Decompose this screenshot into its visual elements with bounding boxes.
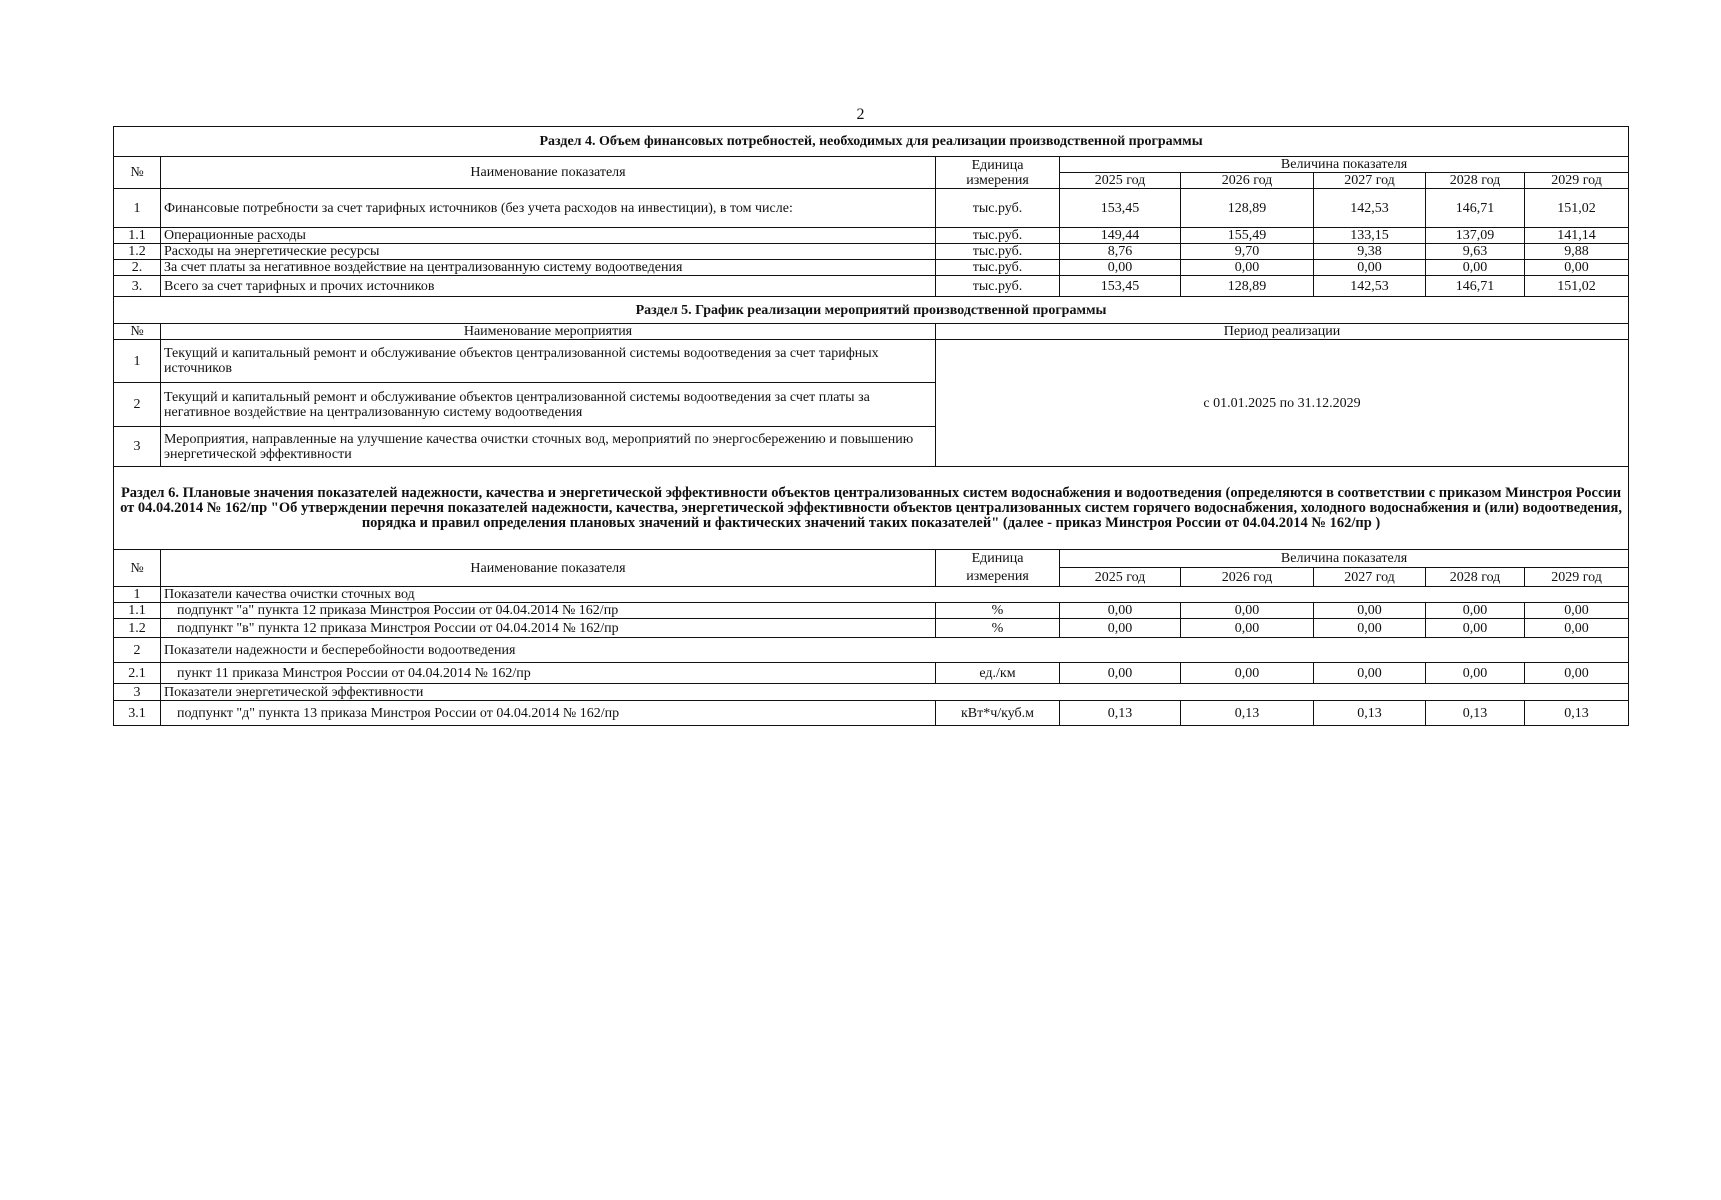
row-value: 151,02 xyxy=(1525,276,1629,297)
row-value: 141,14 xyxy=(1525,228,1629,244)
s6-year-2025: 2025 год xyxy=(1060,568,1181,587)
s4-header-name: Наименование показателя xyxy=(161,157,936,189)
row-name: Операционные расходы xyxy=(161,228,936,244)
row-value: 0,00 xyxy=(1181,260,1314,276)
row-value: 153,45 xyxy=(1060,276,1181,297)
row-value: 0,00 xyxy=(1181,663,1314,684)
row-unit: тыс.руб. xyxy=(936,276,1060,297)
row-value: 128,89 xyxy=(1181,276,1314,297)
s6-header-value: Величина показателя xyxy=(1060,550,1629,568)
row-unit: % xyxy=(936,619,1060,638)
section5-title: Раздел 5. График реализации мероприятий производственной программы xyxy=(114,297,1629,324)
row-value: 133,15 xyxy=(1314,228,1426,244)
row-value: 9,38 xyxy=(1314,244,1426,260)
row-value: 0,00 xyxy=(1314,619,1426,638)
row-value: 146,71 xyxy=(1426,189,1525,228)
table-row xyxy=(114,587,1629,603)
row-name: Текущий и капитальный ремонт и обслуживание объектов централизованной системы водоотведения за счет платы за негативное воздействие на централизованную систему водоотведения xyxy=(161,383,936,427)
s5-header-num: № xyxy=(114,324,161,340)
s6-year-2027: 2027 год xyxy=(1314,568,1426,587)
row-num: 3.1 xyxy=(114,701,161,726)
table-row xyxy=(114,684,1629,701)
row-num: 3 xyxy=(114,427,161,467)
row-value: 0,00 xyxy=(1060,260,1181,276)
section4-title: Раздел 4. Объем финансовых потребностей, необходимых для реализации производственной программы xyxy=(114,127,1629,157)
s4-year-2026: 2026 год xyxy=(1181,173,1314,189)
row-value: 142,53 xyxy=(1314,189,1426,228)
s6-header-name: Наименование показателя xyxy=(161,550,936,587)
row-unit: тыс.руб. xyxy=(936,228,1060,244)
row-name: подпункт "в" пункта 12 приказа Минстроя России от 04.04.2014 № 162/пр xyxy=(161,619,936,638)
table-row xyxy=(114,340,1629,383)
group-num: 3 xyxy=(114,684,161,701)
row-value: 0,00 xyxy=(1525,619,1629,638)
table-row xyxy=(114,244,1629,260)
table-row xyxy=(114,276,1629,297)
s4-header-unit: Единица измерения xyxy=(936,157,1060,189)
row-num: 1.2 xyxy=(114,619,161,638)
row-num: 1 xyxy=(114,340,161,383)
s4-year-2029: 2029 год xyxy=(1525,173,1629,189)
table-row xyxy=(114,189,1629,228)
group-name: Показатели надежности и бесперебойности водоотведения xyxy=(161,638,1629,663)
s4-header-num: № xyxy=(114,157,161,189)
row-num: 2. xyxy=(114,260,161,276)
s4-year-2027: 2027 год xyxy=(1314,173,1426,189)
row-unit: тыс.руб. xyxy=(936,260,1060,276)
row-num: 2.1 xyxy=(114,663,161,684)
row-value: 0,00 xyxy=(1525,663,1629,684)
row-num: 1.1 xyxy=(114,603,161,619)
row-value: 155,49 xyxy=(1181,228,1314,244)
row-value: 0,00 xyxy=(1314,260,1426,276)
row-value: 0,00 xyxy=(1426,619,1525,638)
row-value: 0,00 xyxy=(1181,619,1314,638)
row-unit: ед./км xyxy=(936,663,1060,684)
row-value: 9,63 xyxy=(1426,244,1525,260)
row-value: 0,00 xyxy=(1525,603,1629,619)
row-value: 8,76 xyxy=(1060,244,1181,260)
s6-header-unit-line1: Единица xyxy=(936,550,1060,568)
row-unit: % xyxy=(936,603,1060,619)
s4-year-2028: 2028 год xyxy=(1426,173,1525,189)
table-row xyxy=(114,228,1629,244)
section6-title: Раздел 6. Плановые значения показателей надежности, качества и энергетической эффективности объектов централизованных систем водоснабжения и водоотведения (определяются в соответствии с приказом Минстроя России от 04.04.2014 № 162/пр "Об утверждении перечня показателей надежности, качества, энергетической эффективности объектов централизованных систем горячего водоснабжения, холодного водоснабжения и (или) водоотведения, порядка и правил определения плановых значений и фактических значений таких показателей" (далее - приказ Минстроя России от 04.04.2014 № 162/пр ) xyxy=(114,467,1629,550)
s6-year-2028: 2028 год xyxy=(1426,568,1525,587)
s5-period-value: с 01.01.2025 по 31.12.2029 xyxy=(936,340,1629,467)
row-value: 0,00 xyxy=(1426,663,1525,684)
group-name: Показатели качества очистки сточных вод xyxy=(161,587,1629,603)
table-row xyxy=(114,638,1629,663)
group-num: 1 xyxy=(114,587,161,603)
s6-header-num: № xyxy=(114,550,161,587)
s6-header-unit-line2: измерения xyxy=(936,568,1060,587)
row-value: 0,13 xyxy=(1426,701,1525,726)
s5-header-period: Период реализации xyxy=(936,324,1629,340)
row-value: 0,00 xyxy=(1060,619,1181,638)
row-value: 142,53 xyxy=(1314,276,1426,297)
row-value: 0,00 xyxy=(1181,603,1314,619)
row-value: 0,00 xyxy=(1060,663,1181,684)
row-num: 1 xyxy=(114,189,161,228)
row-value: 0,00 xyxy=(1060,603,1181,619)
row-unit: тыс.руб. xyxy=(936,244,1060,260)
row-value: 9,70 xyxy=(1181,244,1314,260)
row-value: 0,00 xyxy=(1525,260,1629,276)
row-value: 0,13 xyxy=(1181,701,1314,726)
row-value: 0,00 xyxy=(1314,603,1426,619)
s6-year-2026: 2026 год xyxy=(1181,568,1314,587)
row-name: подпункт "д" пункта 13 приказа Минстроя России от 04.04.2014 № 162/пр xyxy=(161,701,936,726)
row-name: Мероприятия, направленные на улучшение качества очистки сточных вод, мероприятий по энергосбережению и повышению энергетической эффективности xyxy=(161,427,936,467)
table-row xyxy=(114,603,1629,619)
production-program-table xyxy=(113,126,1629,726)
page-number: 2 xyxy=(856,106,865,123)
s4-header-value: Величина показателя xyxy=(1060,157,1629,173)
row-value: 146,71 xyxy=(1426,276,1525,297)
row-value: 0,13 xyxy=(1525,701,1629,726)
group-name: Показатели энергетической эффективности xyxy=(161,684,1629,701)
row-name: Текущий и капитальный ремонт и обслуживание объектов централизованной системы водоотведения за счет тарифных источников xyxy=(161,340,936,383)
row-num: 1.1 xyxy=(114,228,161,244)
table-row xyxy=(114,260,1629,276)
table-row xyxy=(114,701,1629,726)
row-value: 0,00 xyxy=(1426,603,1525,619)
group-num: 2 xyxy=(114,638,161,663)
row-unit: тыс.руб. xyxy=(936,189,1060,228)
row-value: 149,44 xyxy=(1060,228,1181,244)
row-value: 0,00 xyxy=(1426,260,1525,276)
row-value: 128,89 xyxy=(1181,189,1314,228)
row-name: подпункт "а" пункта 12 приказа Минстроя России от 04.04.2014 № 162/пр xyxy=(161,603,936,619)
row-name: За счет платы за негативное воздействие на централизованную систему водоотведения xyxy=(161,260,936,276)
row-value: 9,88 xyxy=(1525,244,1629,260)
row-name: Финансовые потребности за счет тарифных источников (без учета расходов на инвестиции), в том числе: xyxy=(161,189,936,228)
s6-year-2029: 2029 год xyxy=(1525,568,1629,587)
row-value: 0,13 xyxy=(1314,701,1426,726)
row-value: 153,45 xyxy=(1060,189,1181,228)
table-row xyxy=(114,663,1629,684)
row-num: 3. xyxy=(114,276,161,297)
row-num: 2 xyxy=(114,383,161,427)
row-value: 151,02 xyxy=(1525,189,1629,228)
row-name: Расходы на энергетические ресурсы xyxy=(161,244,936,260)
row-name: Всего за счет тарифных и прочих источников xyxy=(161,276,936,297)
row-value: 137,09 xyxy=(1426,228,1525,244)
row-value: 0,00 xyxy=(1314,663,1426,684)
table-row xyxy=(114,619,1629,638)
row-name: пункт 11 приказа Минстроя России от 04.04.2014 № 162/пр xyxy=(161,663,936,684)
row-num: 1.2 xyxy=(114,244,161,260)
row-value: 0,13 xyxy=(1060,701,1181,726)
row-unit: кВт*ч/куб.м xyxy=(936,701,1060,726)
s4-year-2025: 2025 год xyxy=(1060,173,1181,189)
s5-header-name: Наименование мероприятия xyxy=(161,324,936,340)
